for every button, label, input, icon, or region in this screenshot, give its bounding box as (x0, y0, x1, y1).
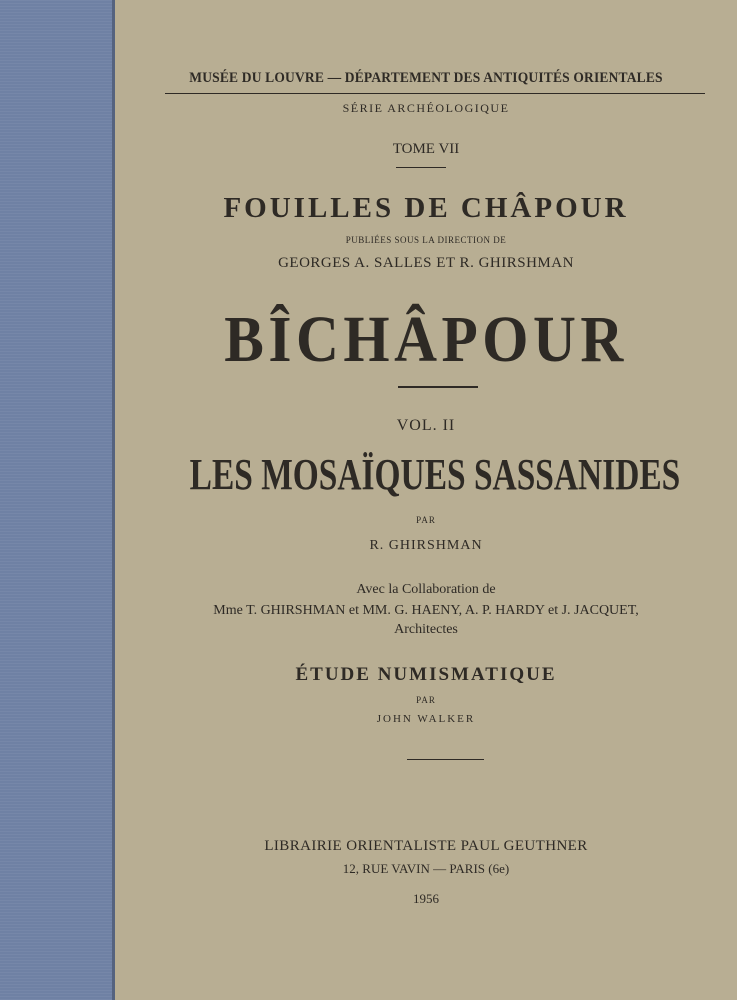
par-label-1: PAR (416, 515, 436, 525)
institution-line: MUSÉE DU LOUVRE — DÉPARTEMENT DES ANTIQUITÉS ORIENTALES (189, 70, 663, 86)
collaboration-mme: Mme (213, 603, 243, 618)
collaboration-role: Architectes (394, 622, 458, 637)
collaboration-names (115, 603, 737, 619)
bottom-rule (407, 759, 484, 760)
tome-rule (396, 167, 446, 168)
tome-line: TOME VII (392, 141, 460, 157)
main-title: BÎCHÂPOUR (224, 303, 628, 376)
book-cover (115, 0, 737, 1000)
book-spine (0, 0, 114, 1000)
volume-title: LES MOSAÏQUES SASSANIDES (189, 450, 681, 499)
year-line: 1956 (413, 891, 439, 906)
series-line: SÉRIE ARCHÉOLOGIQUE (342, 101, 510, 115)
address-line: 12, RUE VAVIN — PARIS (6e) (342, 861, 510, 876)
directors-line: GEORGES A. SALLES ET R. GHIRSHMAN (278, 255, 574, 271)
header-rule (165, 93, 705, 94)
author-line: R. GHIRSHMAN (369, 538, 483, 553)
collaboration-intro: Avec la Collaboration de (356, 582, 496, 597)
volume-line: VOL. II (396, 417, 456, 434)
collaboration-names-text: T. GHIRSHMAN et MM. G. HAENY, A. P. HARDY et J. JACQUET, (246, 603, 639, 618)
publisher-line: LIBRAIRIE ORIENTALISTE PAUL GEUTHNER (264, 838, 588, 854)
study-title: ÉTUDE NUMISMATIQUE (295, 664, 557, 685)
published-under: PUBLIÉES SOUS LA DIRECTION DE (345, 235, 507, 245)
study-author: JOHN WALKER (376, 713, 476, 725)
par-label-2: PAR (416, 695, 436, 705)
main-title-rule (398, 386, 478, 388)
series-title: FOUILLES DE CHÂPOUR (223, 192, 629, 224)
